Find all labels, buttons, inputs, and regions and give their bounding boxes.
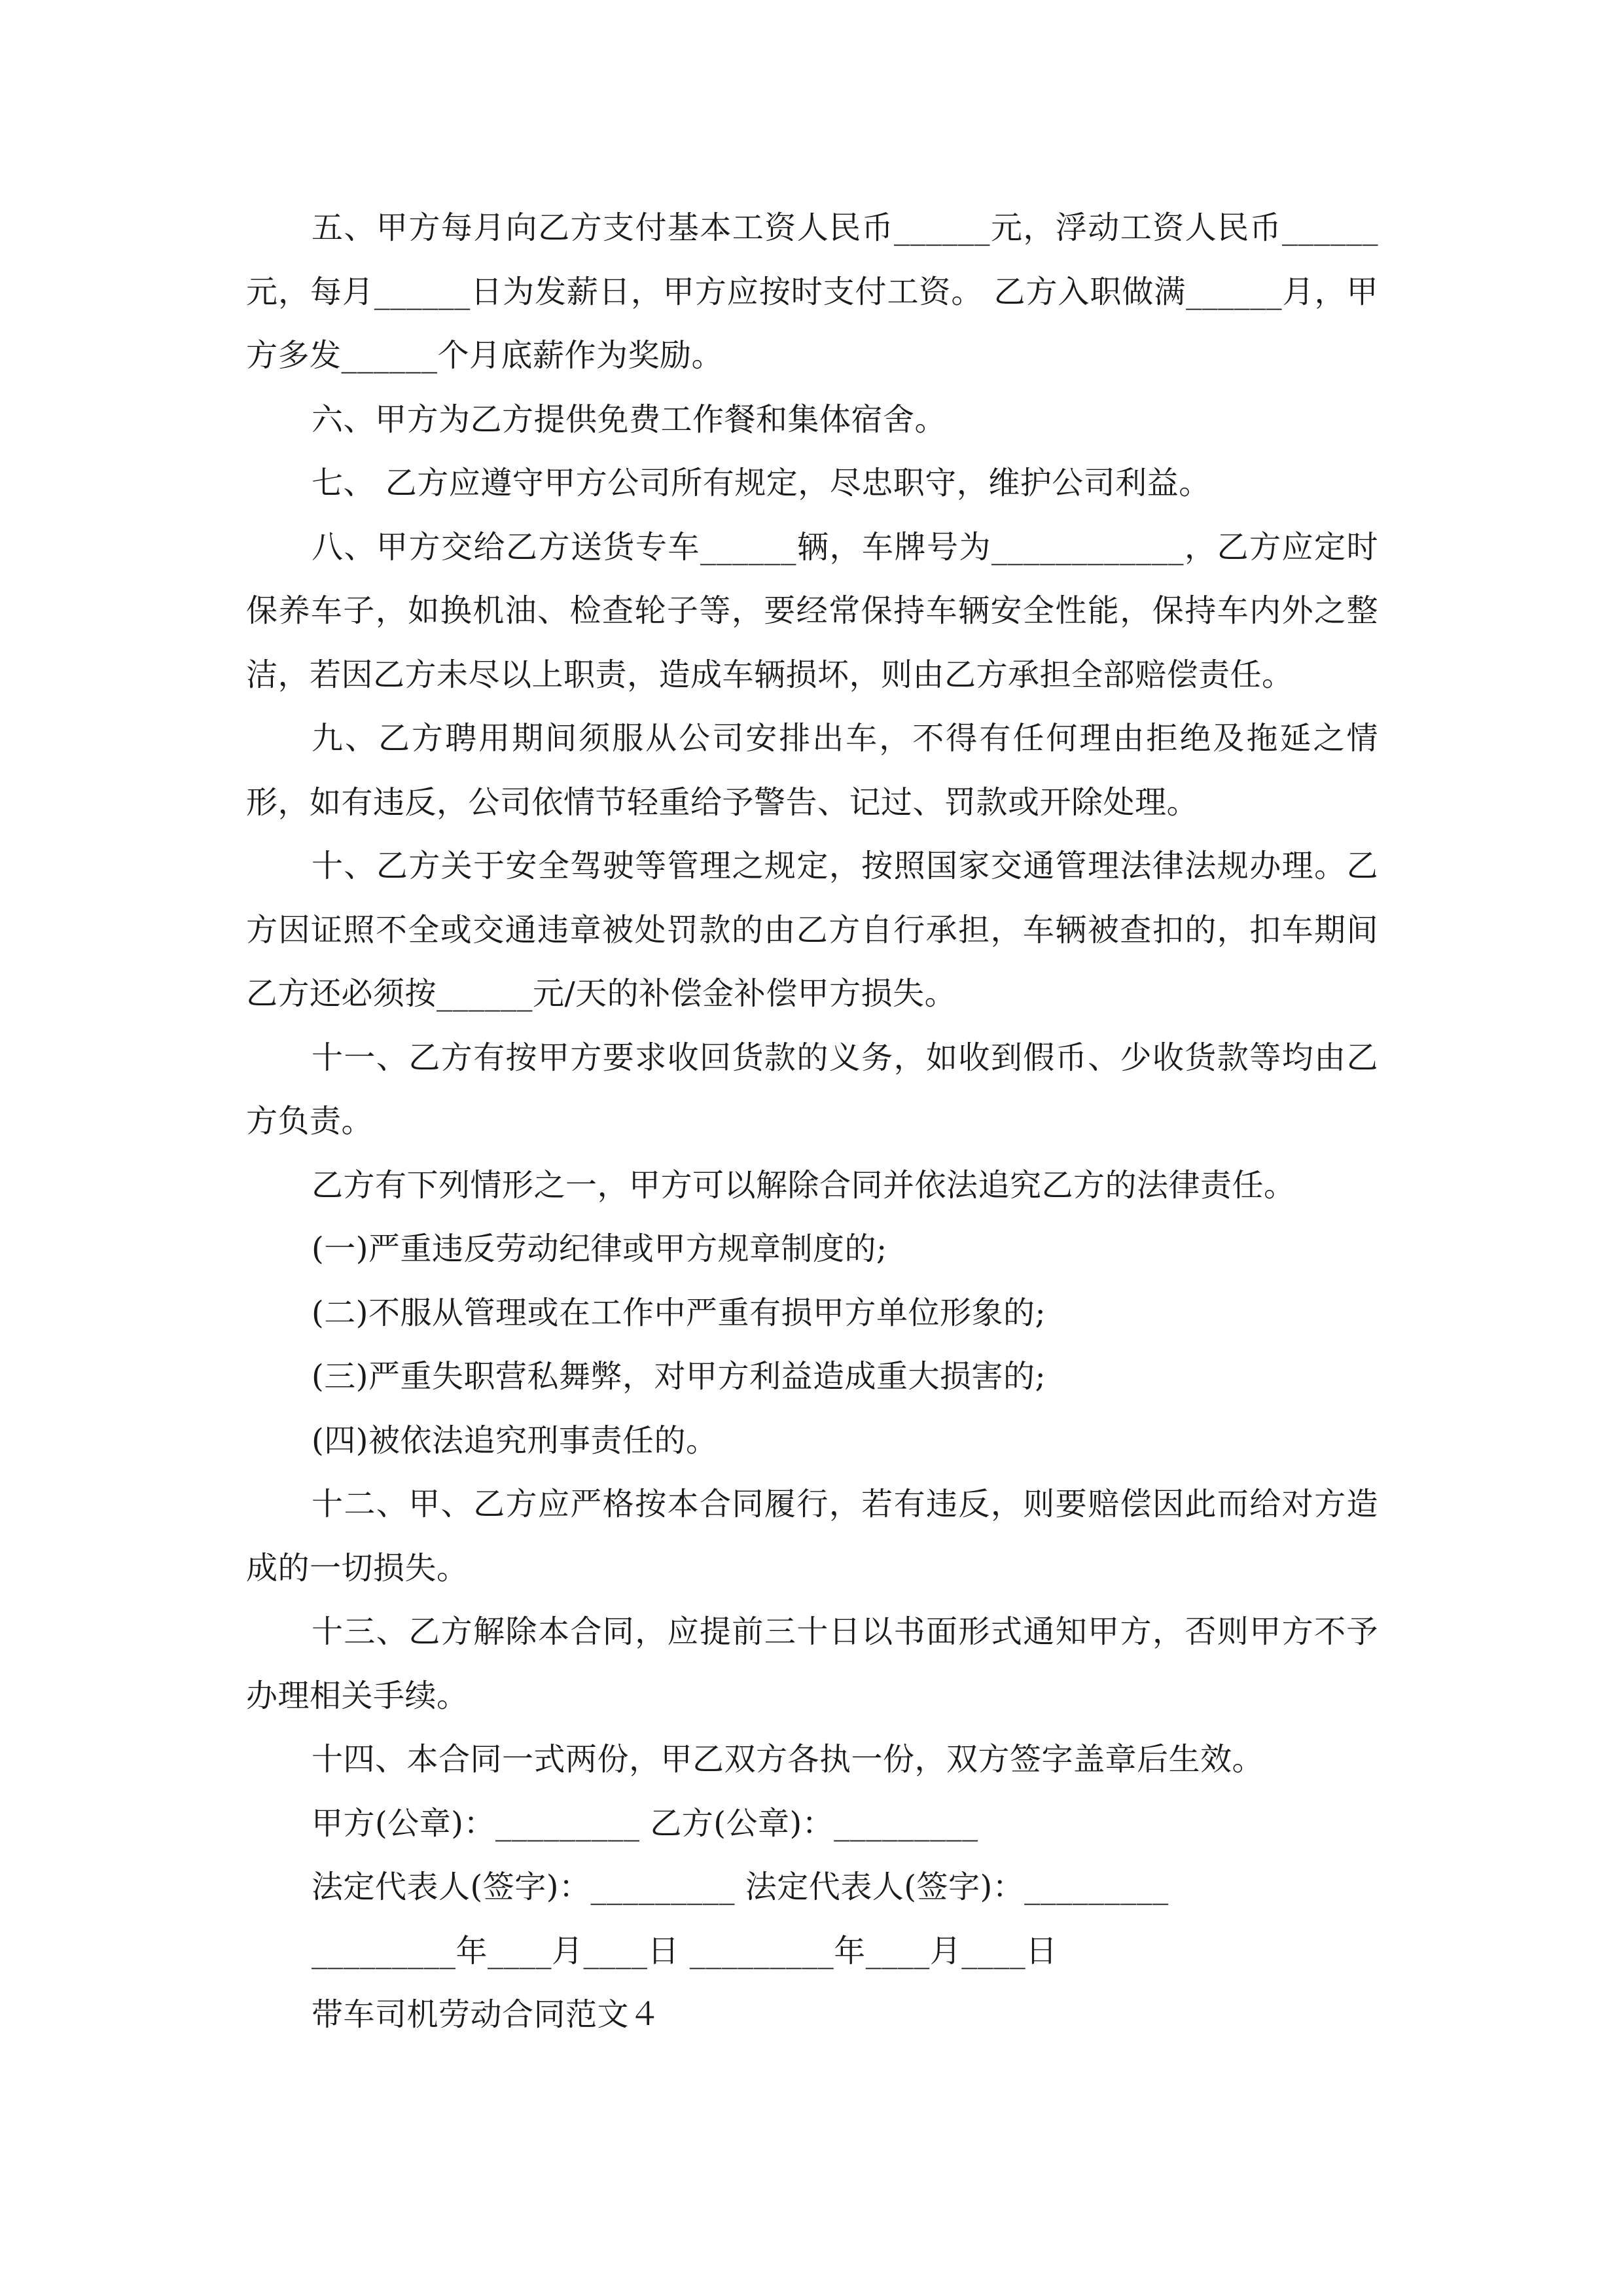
clause-11: 十一、乙方有按甲方要求收回货款的义务，如收到假币、少收货款等均由乙方负责。 bbox=[246, 1039, 1378, 1139]
next-section-heading: 带车司机劳动合同范文４ bbox=[312, 1996, 661, 2033]
clause-12: 十二、甲、乙方应严格按本合同履行，若有违反，则要赔偿因此而给对方造成的一切损失。 bbox=[246, 1486, 1378, 1587]
termination-intro: 乙方有下列情形之一，甲方可以解除合同并依法追究乙方的法律责任。 bbox=[312, 1166, 1296, 1204]
termination-item-4: (四)被依法追究刑事责任的。 bbox=[312, 1422, 718, 1459]
clause-13: 十三、乙方解除本合同，应提前三十日以书面形式通知甲方，否则甲方不予办理相关手续。 bbox=[246, 1613, 1378, 1714]
signature-seal-line: 甲方(公章)：_________ 乙方(公章)：_________ bbox=[312, 1804, 978, 1842]
clause-7: 七、 乙方应遵守甲方公司所有规定，尽忠职守，维护公司利益。 bbox=[312, 465, 1211, 501]
clause-10: 十、乙方关于安全驾驶等管理之规定，按照国家交通管理法律法规办理。乙方因证照不全或交通违章被处罚款的由乙方自行承担，车辆被查扣的，扣车期间乙方还必须按______元/天的补偿金补偿甲方损失。 bbox=[246, 848, 1378, 1012]
clause-14: 十四、本合同一式两份，甲乙双方各执一份，双方签字盖章后生效。 bbox=[312, 1741, 1264, 1778]
clause-9: 九、乙方聘用期间须服从公司安排出车，不得有任何理由拒绝及拖延之情形，如有违反，公司依情节轻重给予警告、记过、罚款或开除处理。 bbox=[246, 720, 1378, 821]
contract-body bbox=[246, 196, 1378, 2047]
signature-representative-line: 法定代表人(签字)：_________ 法定代表人(签字)：_________ bbox=[312, 1869, 1169, 1905]
signature-date-line: _________年____月____日 _________年____月____日 bbox=[312, 1932, 1058, 1969]
termination-item-1: (一)严重违反劳动纪律或甲方规章制度的; bbox=[312, 1230, 887, 1267]
clause-8: 八、甲方交给乙方送货专车______辆，车牌号为____________，乙方应定时保养车子，如换机油、检查轮子等，要经常保持车辆安全性能，保持车内外之整洁，若因乙方未尽以上职责，造成车辆损坏，则由乙方承担全部赔偿责任。 bbox=[246, 528, 1378, 693]
clause-5: 五、甲方每月向乙方支付基本工资人民币______元，浮动工资人民币______元，每月______日为发薪日，甲方应按时支付工资。 乙方入职做满______月，甲方多发______个月底薪作为奖励。 bbox=[246, 209, 1378, 374]
termination-item-3: (三)严重失职营私舞弊，对甲方利益造成重大损害的; bbox=[312, 1358, 1046, 1395]
clause-6: 六、甲方为乙方提供免费工作餐和集体宿舍。 bbox=[312, 401, 947, 438]
termination-item-2: (二)不服从管理或在工作中严重有损甲方单位形象的; bbox=[312, 1294, 1046, 1331]
